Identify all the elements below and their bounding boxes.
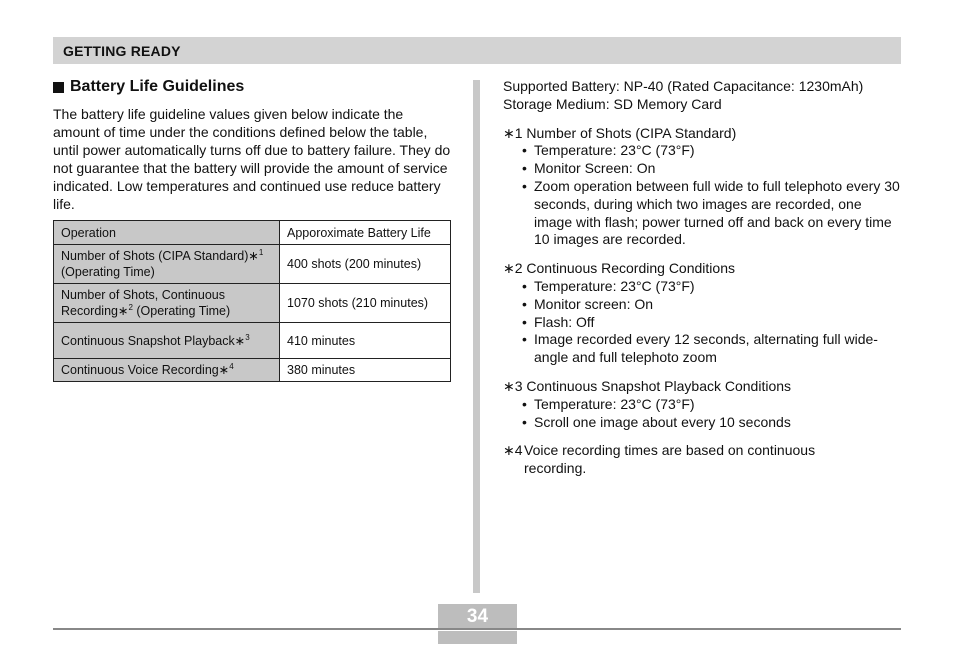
battery-life-cell: 400 shots (200 minutes) bbox=[280, 245, 451, 284]
page-number: 34 bbox=[438, 604, 517, 628]
table-header-row bbox=[54, 221, 451, 245]
battery-life-table bbox=[53, 220, 451, 382]
operation-cell: Number of Shots (CIPA Standard)∗$^1$ (Operating Time) bbox=[54, 245, 280, 284]
note-4-text: Voice recording times are based on continuous recording. bbox=[524, 442, 816, 477]
table-row bbox=[54, 359, 451, 382]
list-item: • Monitor screen: On bbox=[522, 295, 654, 312]
header-title: GETTING READY bbox=[63, 43, 181, 59]
table-row bbox=[54, 284, 451, 323]
list-item: • Scroll one image about every 10 seconds bbox=[522, 413, 791, 430]
note-3 bbox=[503, 378, 903, 431]
battery-life-cell: 410 minutes bbox=[280, 323, 451, 359]
note-heading: ∗2 Continuous Recording Conditions bbox=[503, 260, 735, 277]
storage-medium: Storage Medium: SD Memory Card bbox=[503, 95, 722, 112]
section-heading bbox=[53, 78, 453, 96]
operation-cell: Continuous Snapshot Playback∗$^3$ bbox=[54, 323, 280, 359]
column-divider bbox=[473, 80, 480, 593]
header-bar bbox=[53, 37, 901, 64]
note-heading: ∗3 Continuous Snapshot Playback Conditions bbox=[503, 377, 792, 394]
note-4 bbox=[503, 442, 903, 478]
left-column bbox=[53, 78, 453, 213]
operation-cell: Number of Shots, Continuous Recording∗$^2$ (Operating Time) bbox=[54, 284, 280, 323]
battery-life-cell: 1070 shots (210 minutes) bbox=[280, 284, 451, 323]
list-item: • Flash: Off bbox=[522, 313, 595, 330]
list-item: • Temperature: 23°C (73°F) bbox=[522, 395, 695, 412]
note-2 bbox=[503, 260, 903, 367]
list-item: • Image recorded every 12 seconds, alternating full wide-angle and full telephoto zoom bbox=[522, 331, 878, 366]
list-item: • Temperature: 23°C (73°F) bbox=[522, 277, 695, 294]
table-header-operation: Operation bbox=[54, 221, 280, 245]
note-heading: ∗1 Number of Shots (CIPA Standard) bbox=[503, 124, 737, 141]
list-item: • Temperature: 23°C (73°F) bbox=[522, 142, 695, 159]
right-column bbox=[503, 78, 903, 478]
supported-battery: Supported Battery: NP-40 (Rated Capacitance: 1230mAh) bbox=[503, 78, 864, 94]
table-header-battery-life: Apporoximate Battery Life bbox=[280, 221, 451, 245]
page-number-tab bbox=[438, 631, 517, 644]
table-row bbox=[54, 245, 451, 284]
intro-paragraph: The battery life guideline values given below indicate the amount of time under the conditions defined below the table, until power automatically turns off due to battery failure. They do not guarantee that the battery will provide the amount of service indicated. Low temperatures and continued use reduce battery life. bbox=[53, 106, 451, 212]
battery-life-cell: 380 minutes bbox=[280, 359, 451, 382]
list-item: • Monitor Screen: On bbox=[522, 160, 656, 177]
note-1 bbox=[503, 125, 903, 250]
note-4-mark: ∗4 bbox=[503, 442, 523, 459]
table-row bbox=[54, 323, 451, 359]
list-item: • Zoom operation between full wide to full telephoto every 30 seconds, during which two images are recorded, one image with flash; power turned off and back on every time 10 images are recorded. bbox=[522, 177, 900, 248]
section-title: Battery Life Guidelines bbox=[70, 78, 245, 95]
footer-rule bbox=[53, 628, 901, 630]
square-bullet-icon bbox=[53, 82, 64, 93]
operation-cell: Continuous Voice Recording∗$^4$ bbox=[54, 359, 280, 382]
